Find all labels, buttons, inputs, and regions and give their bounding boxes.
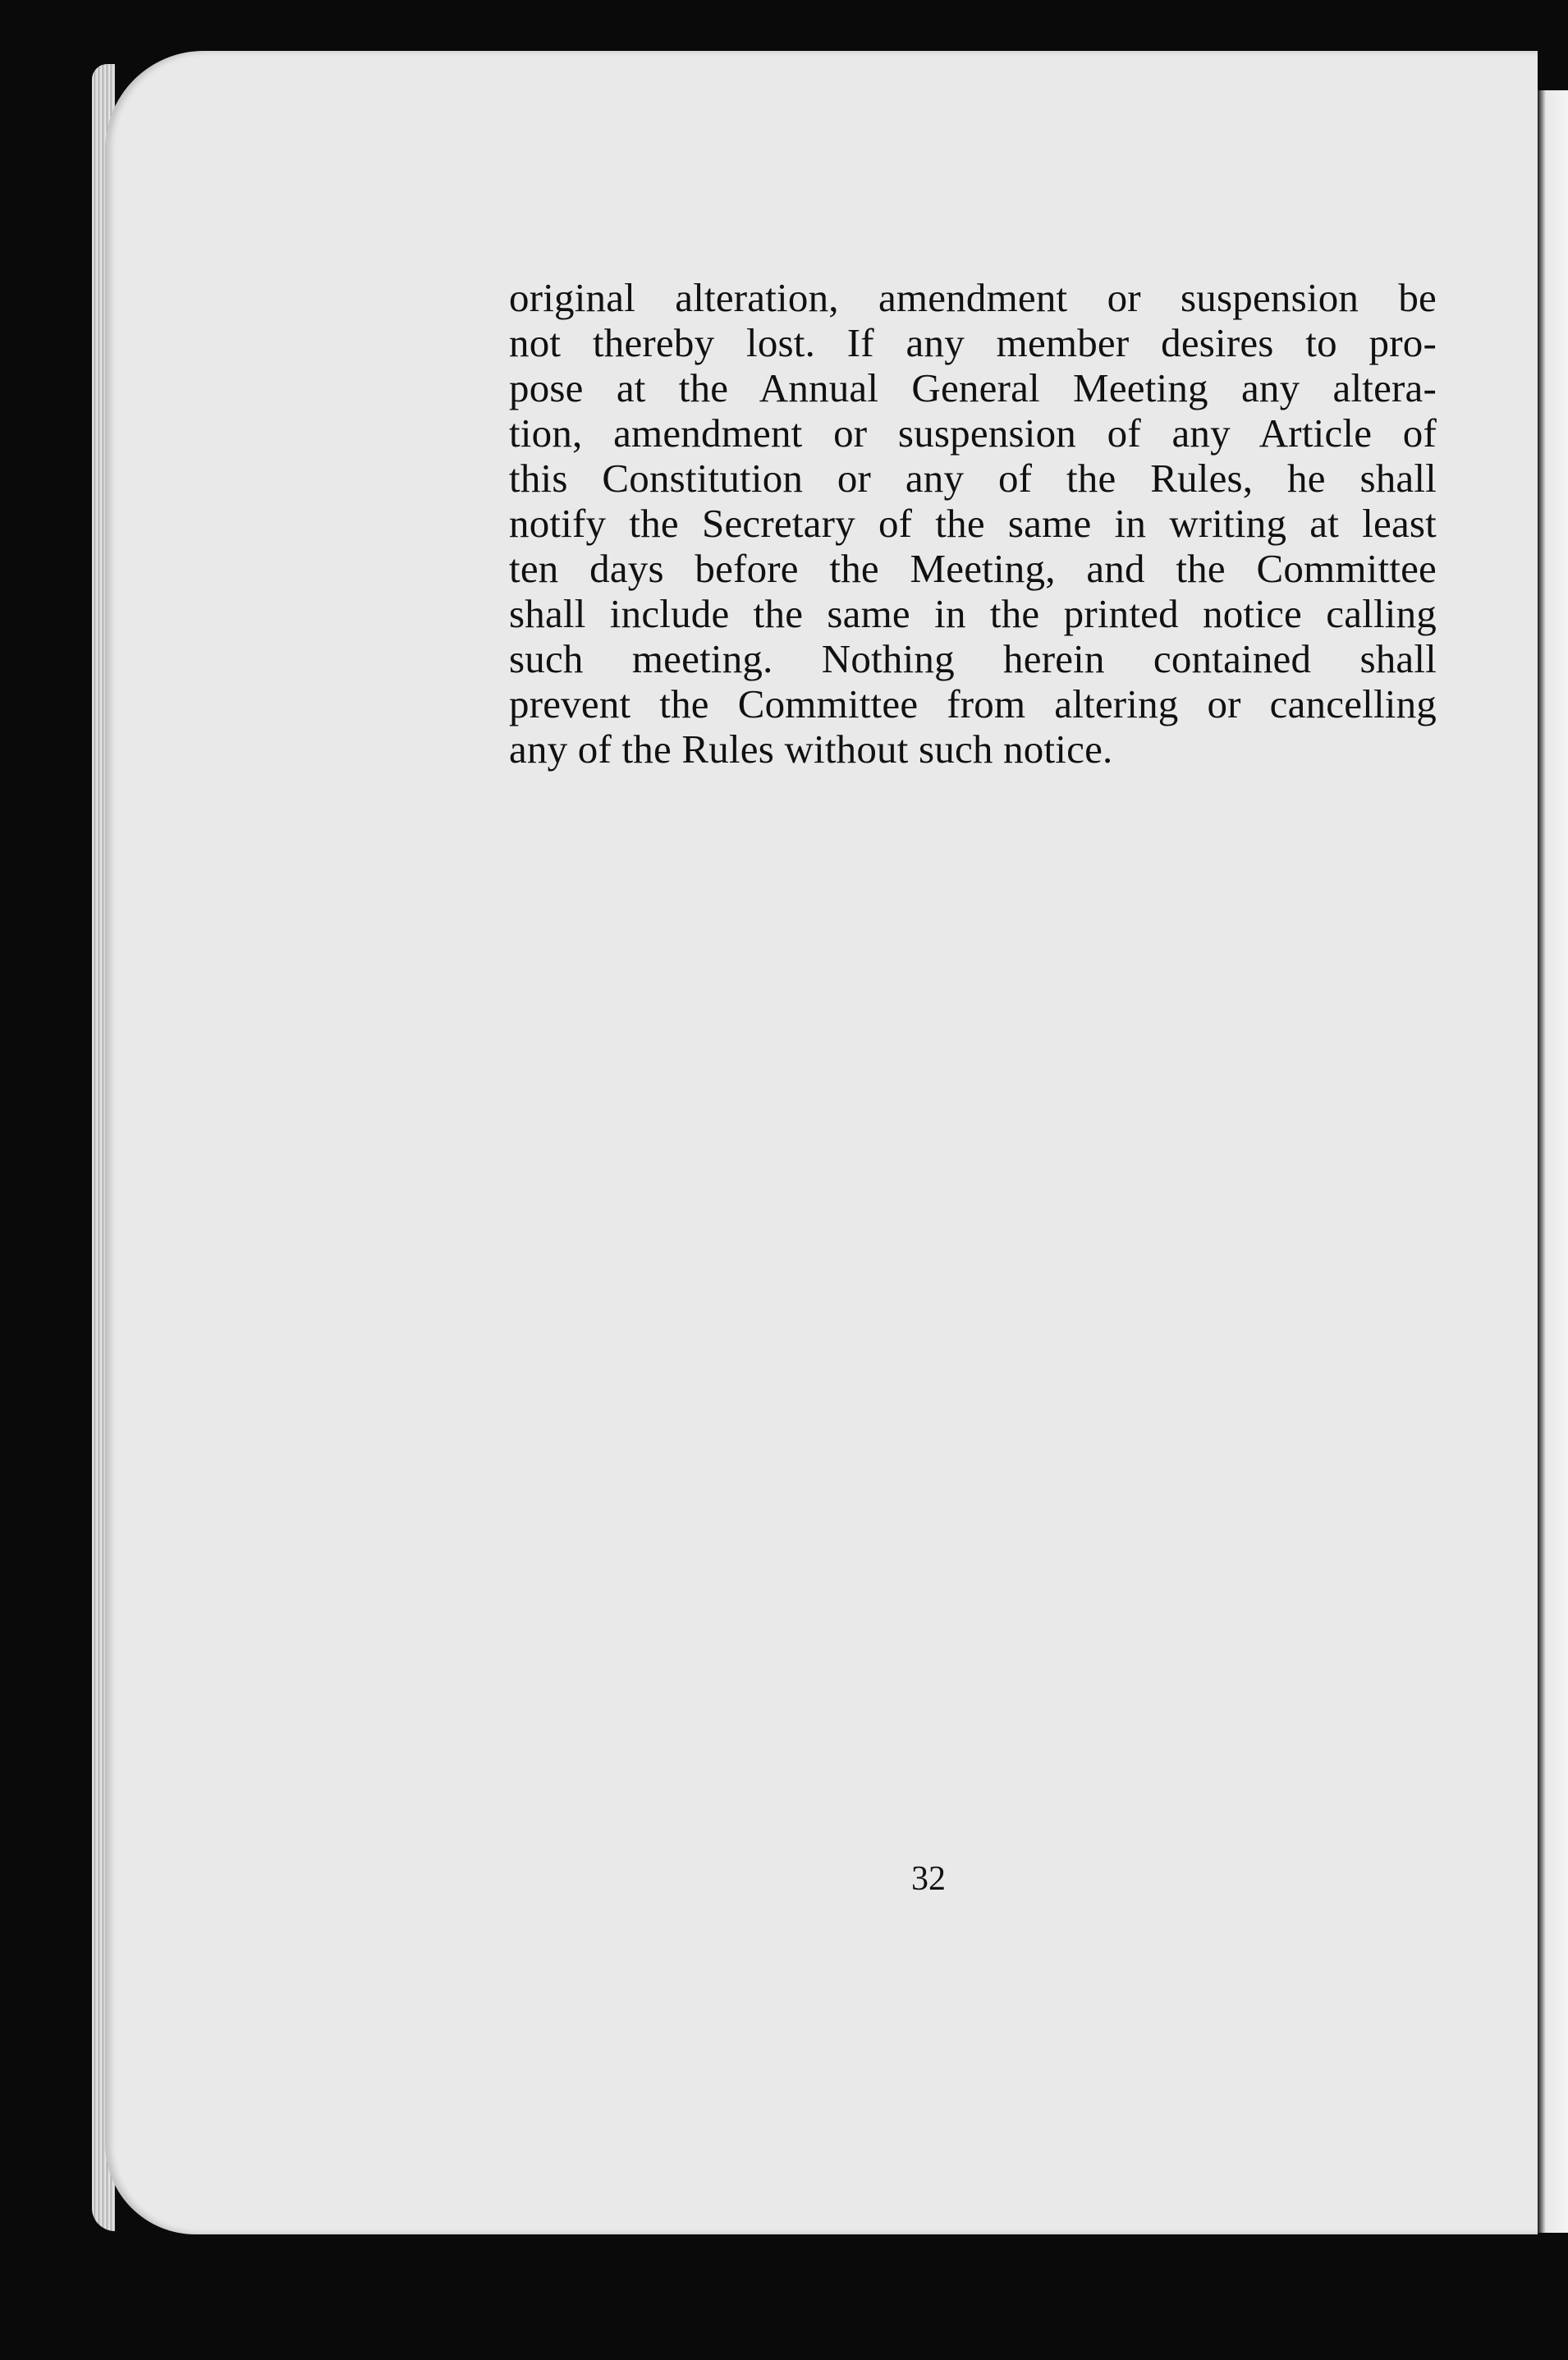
text-line: not thereby lost. If any member desires to pro-: [509, 320, 1437, 365]
text-line: ten days before the Meeting, and the Committee: [509, 546, 1437, 591]
facing-page-edge: [1538, 90, 1568, 2233]
text-line: pose at the Annual General Meeting any altera-: [509, 365, 1437, 410]
page-number: 32: [911, 1860, 946, 1898]
body-paragraph: [509, 275, 1437, 772]
text-line: any of the Rules without such notice.: [509, 726, 1113, 772]
text-line: this Constitution or any of the Rules, he shall: [509, 456, 1437, 501]
text-line: such meeting. Nothing herein contained shall: [509, 636, 1437, 681]
text-line: original alteration, amendment or suspension be: [509, 275, 1437, 320]
text-line: shall include the same in the printed notice calling: [509, 591, 1437, 636]
text-line: tion, amendment or suspension of any Article of: [509, 410, 1437, 456]
text-line: prevent the Committee from altering or cancelling: [509, 681, 1437, 726]
text-line: notify the Secretary of the same in writing at least: [509, 501, 1437, 546]
